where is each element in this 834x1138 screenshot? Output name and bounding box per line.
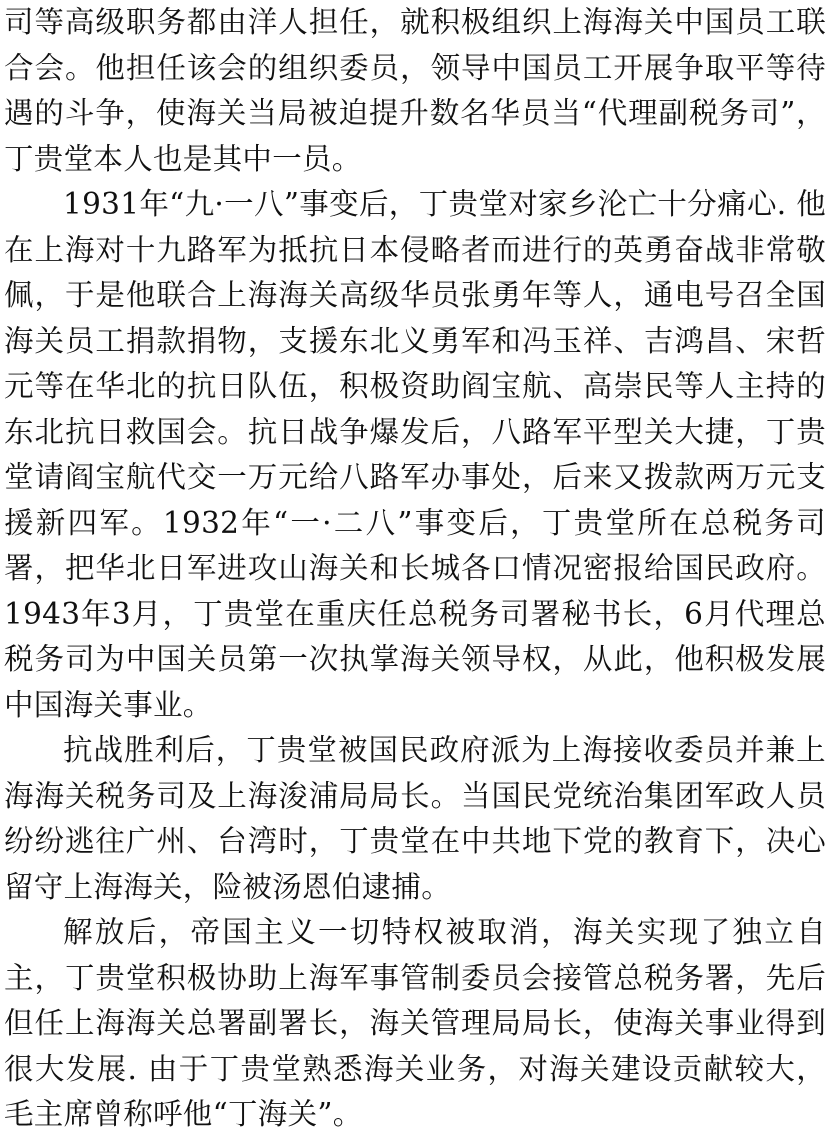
paragraph-1: 司等高级职务都由洋人担任，就积极组织上海海关中国员工联合会。他担任该会的组织委员，领导中国员工开展争取平等待遇的斗争，使海关当局被迫提升数名华员当“代理副税务司”，丁贵堂本人也是其中一员。 xyxy=(4,5,826,176)
paragraph-4: 解放后，帝国主义一切特权被取消，海关实现了独立自主，丁贵堂积极协助上海军事管制委员会接管总税务署，先后但任上海海关总署副署长，海关管理局局长，使海关事业得到很大发展. 由于丁贵堂熟悉海关业务，对海关建设贡献较大，毛主席曾称呼他“丁海关”。 xyxy=(4,915,826,1131)
paragraph-3: 抗战胜利后，丁贵堂被国民政府派为上海接收委员并兼上海海关税务司及上海浚浦局局长。当国民党统治集团军政人员纷纷逃往广州、台湾时，丁贵堂在中共地下党的教育下，决心留守上海海关，险被汤恩伯逮捕。 xyxy=(4,733,826,904)
text-body xyxy=(4,0,826,1138)
paragraph-2: 1931年“九·一八”事变后，丁贵堂对家乡沦亡十分痛心. 他在上海对十九路军为抵抗日本侵略者而进行的英勇奋战非常敬佩，于是他联合上海海关高级华员张勇年等人，通电号召全国海关员工捐款捐物，支援东北义勇军和冯玉祥、吉鸿昌、宋哲元等在华北的抗日队伍，积极资助阎宝航、高崇民等人主持的东北抗日救国会。抗日战争爆发后，八路军平型关大捷，丁贵堂请阎宝航代交一万元给八路军办事处，后来又拨款两万元支援新四军。1932年“一·二八”事变后，丁贵堂所在总税务司署，把华北日军进攻山海关和长城各口情况密报给国民政府。1943年3月，丁贵堂在重庆任总税务司署秘书长，6月代理总税务司为中国关员第一次执掌海关领导权，从此，他积极发展中国海关事业。 xyxy=(4,187,826,722)
